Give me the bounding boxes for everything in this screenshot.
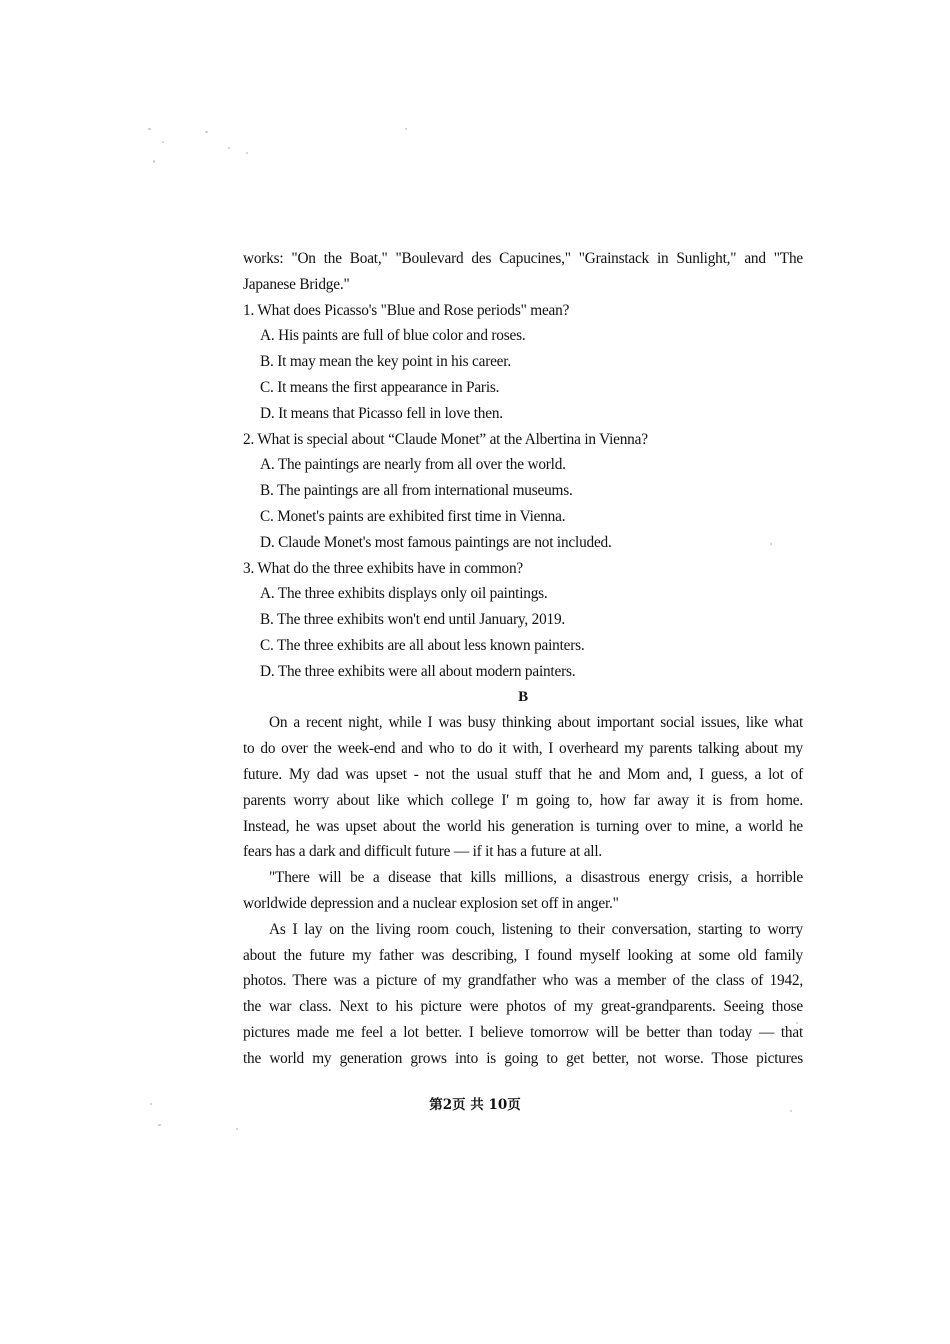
passage-line: "There will be a disease that kills millions, a disastrous energy crisis, a horrible <box>269 869 803 887</box>
answer-option: D. Claude Monet's most famous paintings are not included. <box>260 533 612 551</box>
question-1 <box>243 298 803 427</box>
scan-speck <box>246 152 248 154</box>
scan-speck <box>205 131 208 133</box>
answer-option: B. It may mean the key point in his career. <box>260 353 511 371</box>
scan-speck <box>162 141 164 143</box>
question-stem: 3. What do the three exhibits have in common? <box>243 559 524 577</box>
answer-option: C. Monet's paints are exhibited first time in Vienna. <box>260 507 566 525</box>
intro-line: Japanese Bridge." <box>243 275 350 293</box>
answer-option: D. It means that Picasso fell in love then. <box>260 404 503 422</box>
passage-line: fears has a dark and difficult future — if it has a future at all. <box>243 843 603 861</box>
passage-line: future. My dad was upset - not the usual stuff that he and Mom and, I guess, a lot of <box>243 765 803 783</box>
scan-speck <box>148 128 151 130</box>
scan-speck <box>158 1124 161 1126</box>
scan-speck <box>153 160 155 163</box>
passage-line: photos. There was a picture of my grandfather who was a member of the class of 1942, <box>243 972 803 990</box>
passage-line: pictures made me feel a lot better. I believe tomorrow will be better than today — that <box>243 1023 803 1041</box>
answer-option: C. The three exhibits are all about less known painters. <box>260 636 585 654</box>
answer-option: C. It means the first appearance in Paris. <box>260 378 500 396</box>
page-number: 第2页 共 10页 <box>429 1097 521 1113</box>
intro-text <box>243 246 803 298</box>
answer-option: B. The paintings are all from international museums. <box>260 482 573 500</box>
question-3 <box>243 556 803 685</box>
answer-option: A. His paints are full of blue color and roses. <box>260 327 526 345</box>
question-2 <box>243 427 803 556</box>
answer-option: B. The three exhibits won't end until January, 2019. <box>260 611 566 629</box>
passage-line: the world my generation grows into is going to get better, not worse. Those pictures <box>243 1049 803 1067</box>
answer-option: D. The three exhibits were all about modern painters. <box>260 662 576 680</box>
passage-line: worldwide depression and a nuclear explosion set off in anger." <box>243 894 619 912</box>
passage-line: Instead, he was upset about the world his generation is turning over to mine, a world he <box>243 817 803 835</box>
scan-speck <box>228 147 230 149</box>
question-stem: 1. What does Picasso's "Blue and Rose periods" mean? <box>243 301 570 319</box>
passage-line: about the future my father was describing, I found myself looking at some old family <box>243 946 803 964</box>
passage-line: the war class. Next to his picture were photos of my great-grandparents. Seeing those <box>243 998 803 1016</box>
scan-speck <box>405 128 407 130</box>
passage-paragraph-3 <box>243 917 803 1072</box>
passage-line: to do over the week-end and who to do it with, I overheard my parents talking about my <box>243 740 803 758</box>
passage-paragraph-1 <box>243 710 803 865</box>
passage-line: parents worry about like which college I' m going to, how far away it is from home. <box>243 791 803 809</box>
scan-speck <box>236 1128 238 1130</box>
intro-line: works: "On the Boat," "Boulevard des Capucines," "Grainstack in Sunlight," and "The <box>243 250 803 267</box>
passage-line: On a recent night, while I was busy thinking about important social issues, like what <box>269 714 803 732</box>
document-body <box>243 246 803 1072</box>
passage-line: As I lay on the living room couch, listening to their conversation, starting to worry <box>269 920 803 938</box>
passage-paragraph-2 <box>243 865 803 917</box>
answer-option: A. The paintings are nearly from all over the world. <box>260 456 566 474</box>
section-heading: B <box>518 688 528 705</box>
question-stem: 2. What is special about “Claude Monet” at the Albertina in Vienna? <box>243 430 648 448</box>
answer-option: A. The three exhibits displays only oil paintings. <box>260 585 548 603</box>
